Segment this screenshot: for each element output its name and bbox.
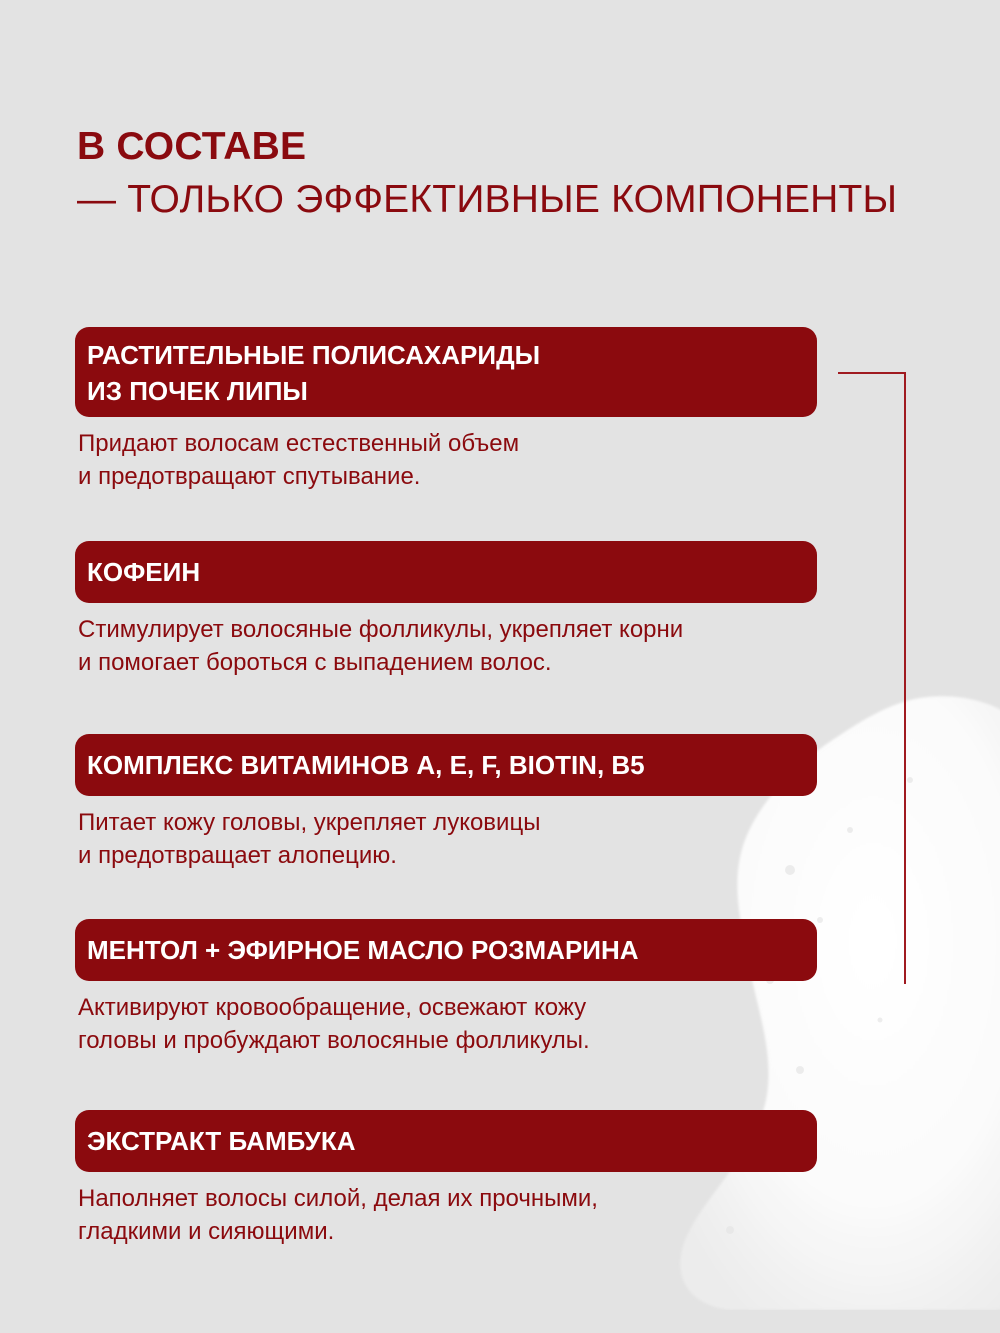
ingredient-name-badge <box>75 327 817 417</box>
ingredient-name: КОФЕИН <box>87 557 201 587</box>
ingredient-description: Питает кожу головы, укрепляет луковицы и предотвращает алопецию. <box>78 809 541 869</box>
ingredient-name-badge <box>75 1110 817 1172</box>
ingredient-description: Активируют кровообращение, освежают кожу головы и пробуждают волосяные фолликулы. <box>78 994 590 1054</box>
ingredient-item <box>75 919 817 1057</box>
ingredient-name: КОМПЛЕКС ВИТАМИНОВ A, E, F, BIOTIN, B5 <box>87 750 645 780</box>
ingredient-name: РАСТИТЕЛЬНЫЕ ПОЛИСАХАРИДЫ ИЗ ПОЧЕК ЛИПЫ <box>87 340 541 406</box>
page-title-line2: — ТОЛЬКО ЭФФЕКТИВНЫЕ КОМПОНЕНТЫ <box>77 178 898 221</box>
ingredient-item <box>75 1110 817 1248</box>
ingredient-name: ЭКСТРАКТ БАМБУКА <box>87 1126 356 1156</box>
ingredient-name-badge <box>75 734 817 796</box>
ingredient-name: МЕНТОЛ + ЭФИРНОЕ МАСЛО РОЗМАРИНА <box>87 935 639 965</box>
ingredient-item <box>75 734 817 872</box>
ingredient-item <box>75 327 817 493</box>
page-title-line1: В СОСТАВЕ <box>77 125 307 168</box>
ingredient-name-badge <box>75 919 817 981</box>
ingredient-description: Стимулирует волосяные фолликулы, укрепляет корни и помогает бороться с выпадением волос. <box>78 616 684 676</box>
ingredient-item <box>75 541 817 679</box>
ingredient-description: Наполняет волосы силой, делая их прочными, гладкими и сияющими. <box>78 1185 598 1245</box>
ingredient-description: Придают волосам естественный объем и предотвращают спутывание. <box>78 430 520 490</box>
connector-line <box>838 372 906 984</box>
ingredient-name-badge <box>75 541 817 603</box>
page-title <box>77 120 897 226</box>
